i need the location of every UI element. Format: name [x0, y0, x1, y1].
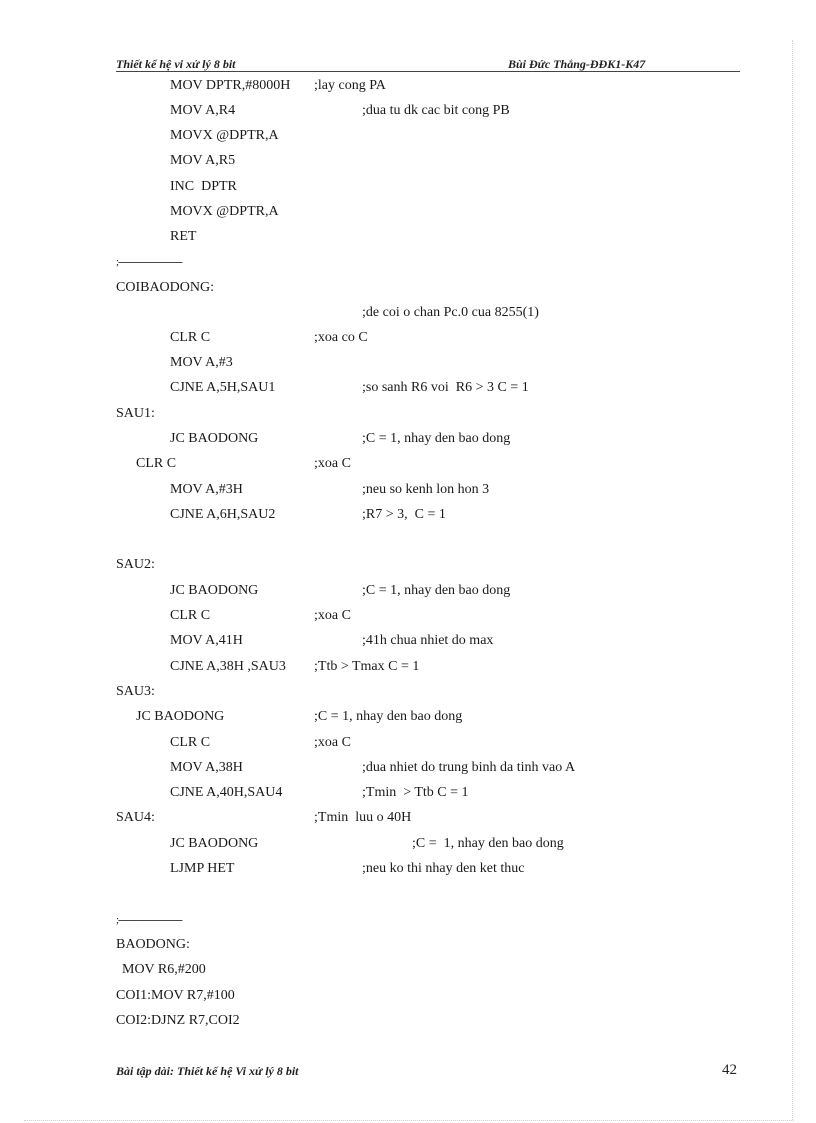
code-comment: ;dua nhiet do trung binh da tinh vao A	[362, 760, 576, 775]
code-instr: CJNE A,38H ,SAU3	[170, 659, 286, 674]
code-instr: MOV A,#3H	[170, 482, 243, 497]
header-rule	[116, 71, 740, 72]
code-comment: ;xoa C	[314, 735, 351, 750]
code-comment: ;Tmin luu o 40H	[314, 810, 412, 825]
code-label: BAODONG:	[116, 937, 190, 952]
code-comment: ;Tmin > Ttb C = 1	[362, 785, 469, 800]
code-instr: MOV A,R4	[170, 103, 236, 118]
code-instr: CLR C	[170, 735, 211, 750]
code-label: COIBAODONG:	[116, 280, 214, 295]
code-comment: ;Ttb > Tmax C = 1	[314, 659, 420, 674]
code-instr: JC BAODONG	[136, 709, 225, 724]
code-label: SAU4:	[116, 810, 155, 825]
code-comment: ;C = 1, nhay den bao dong	[314, 709, 463, 724]
code-instr: MOVX @DPTR,A	[170, 128, 279, 143]
code-instr: MOV A,41H	[170, 633, 243, 648]
code-comment: ;C = 1, nhay den bao dong	[362, 431, 511, 446]
code-comment: ;xoa C	[314, 608, 351, 623]
code-comment: ;41h chua nhiet do max	[362, 633, 494, 648]
header-left: Thiết kế hệ vi xử lý 8 bit	[116, 57, 236, 71]
code-instr: MOV A,38H	[170, 760, 243, 775]
code-instr: COI1:MOV R7,#100	[116, 988, 235, 1003]
code-instr: LJMP HET	[170, 861, 235, 876]
footer-text: Bài tập dài: Thiết kế hệ Vi xử lý 8 bit	[116, 1064, 299, 1078]
code-comment: ;neu so kenh lon hon 3	[362, 482, 490, 497]
code-comment: ;C = 1, nhay den bao dong	[362, 583, 511, 598]
code-instr: MOVX @DPTR,A	[170, 204, 279, 219]
separator-line: ;------------------------	[116, 914, 182, 926]
header-right: Bùi Đức Thắng-ĐĐK1-K47	[508, 57, 646, 71]
code-comment: ;xoa co C	[314, 330, 368, 345]
code-instr: MOV A,#3	[170, 355, 233, 370]
code-comment: ;dua tu dk cac bit cong PB	[362, 103, 510, 118]
code-instr: MOV R6,#200	[122, 962, 206, 977]
page-edge-bottom	[24, 1120, 794, 1121]
code-comment: ;xoa C	[314, 456, 351, 471]
code-instr: CLR C	[170, 330, 211, 345]
code-label: SAU3:	[116, 684, 155, 699]
page-number: 42	[722, 1062, 737, 1078]
code-instr: JC BAODONG	[170, 583, 259, 598]
page-edge-right	[792, 40, 793, 1120]
code-instr: CJNE A,6H,SAU2	[170, 507, 276, 522]
code-instr: RET	[170, 229, 197, 244]
code-comment: ;C = 1, nhay den bao dong	[412, 836, 564, 851]
code-instr: CLR C	[136, 456, 177, 471]
code-comment: ;so sanh R6 voi R6 > 3 C = 1	[362, 380, 529, 395]
code-label: SAU2:	[116, 557, 155, 572]
code-comment: ;de coi o chan Pc.0 cua 8255(1)	[362, 305, 539, 320]
code-instr: MOV DPTR,#8000H	[170, 78, 291, 93]
code-instr: JC BAODONG	[170, 431, 259, 446]
code-comment: ;R7 > 3, C = 1	[362, 507, 446, 522]
code-label: SAU1:	[116, 406, 155, 421]
code-instr: CJNE A,40H,SAU4	[170, 785, 283, 800]
code-comment: ;neu ko thi nhay den ket thuc	[362, 861, 525, 876]
code-instr: CLR C	[170, 608, 211, 623]
code-instr: CJNE A,5H,SAU1	[170, 380, 276, 395]
code-instr: INC DPTR	[170, 179, 237, 194]
code-instr: JC BAODONG	[170, 836, 259, 851]
code-instr: COI2:DJNZ R7,COI2	[116, 1013, 240, 1028]
separator-line: ;------------------------	[116, 256, 182, 268]
code-instr: MOV A,R5	[170, 153, 236, 168]
code-comment: ;lay cong PA	[314, 78, 386, 93]
